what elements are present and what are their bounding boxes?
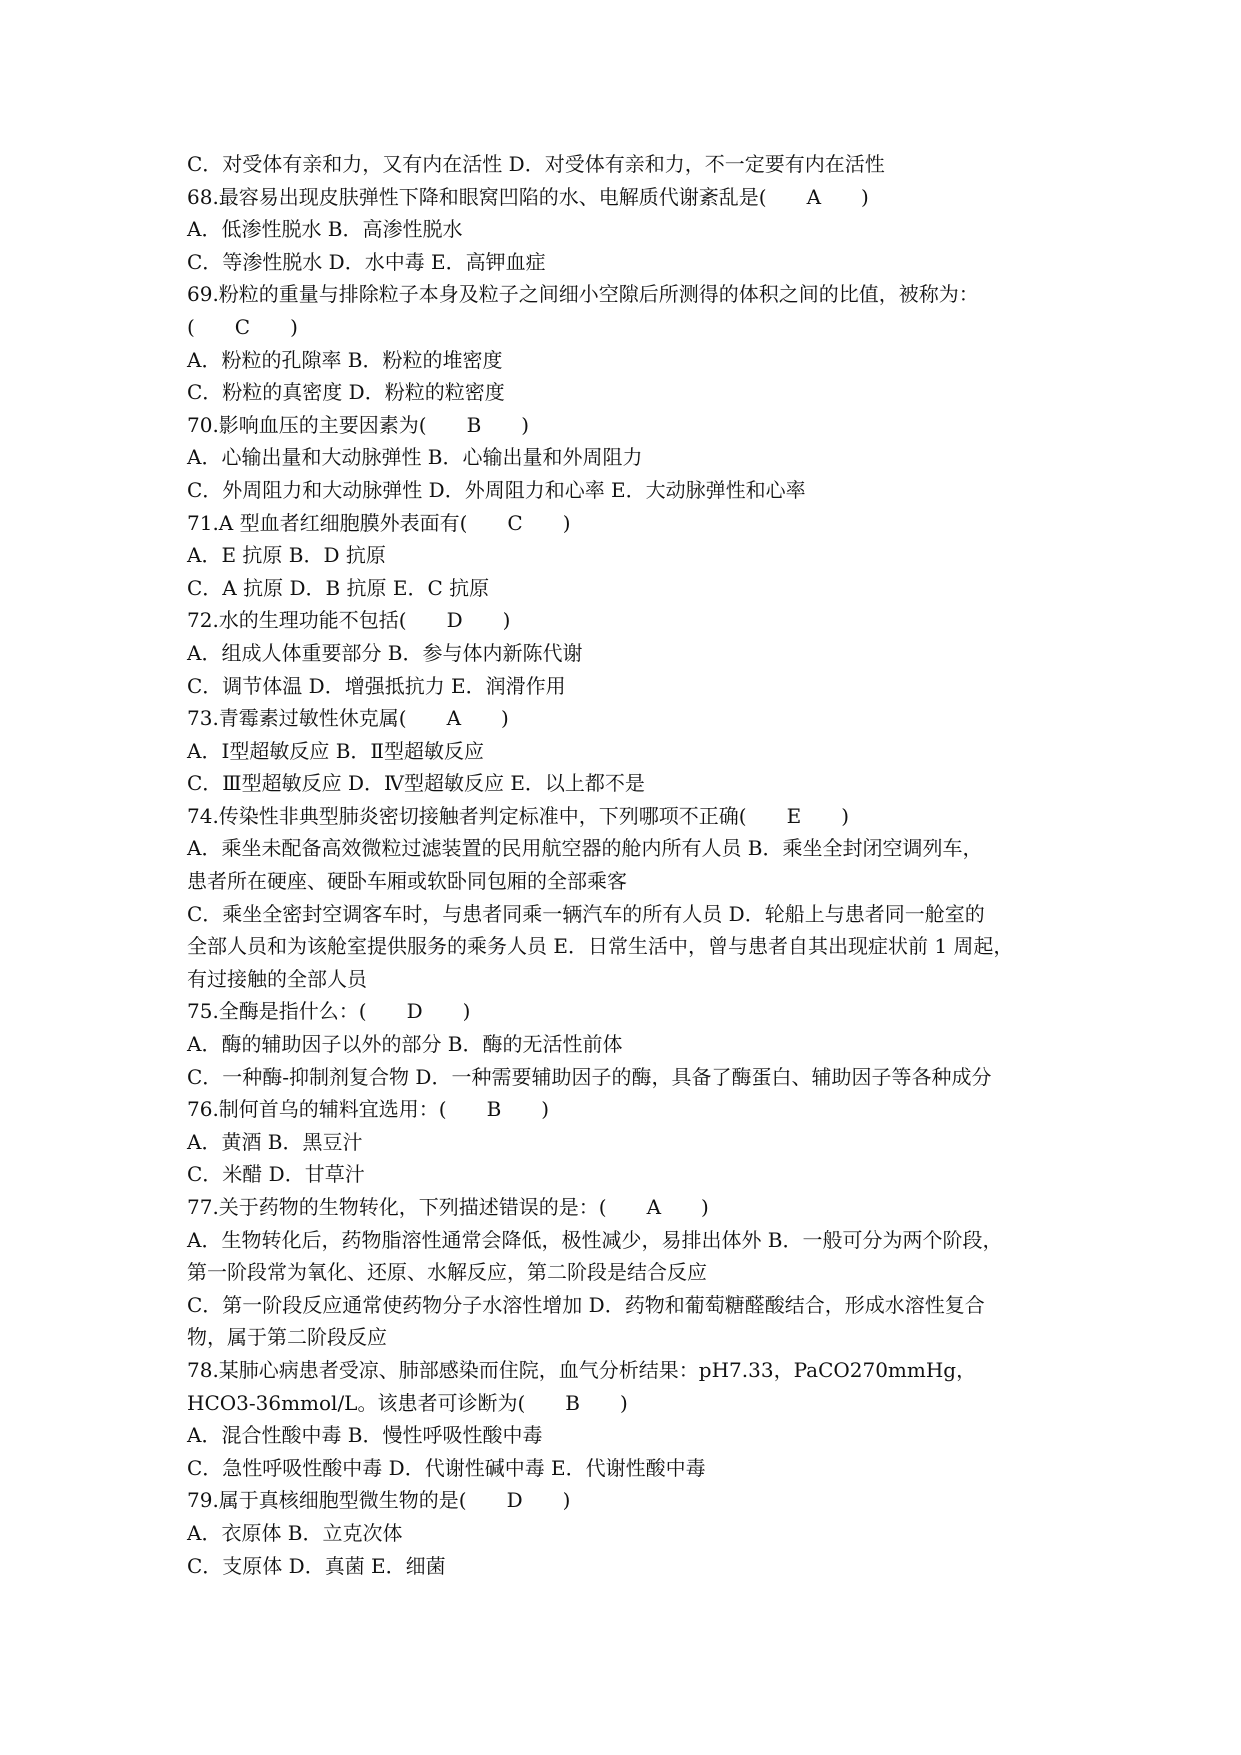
text-line: A．粉粒的孔隙率 B．粉粒的堆密度 <box>187 347 503 372</box>
text-line: C．一种酶-抑制剂复合物 D．一种需要辅助因子的酶，具备了酶蛋白、辅助因子等各种成分 <box>187 1064 992 1089</box>
text-line: A．低渗性脱水 B．高渗性脱水 <box>187 217 463 242</box>
text-line: 患者所在硬座、硬卧车厢或软卧同包厢的全部乘客 <box>187 869 627 894</box>
text-line: C．外周阻力和大动脉弹性 D．外周阻力和心率 E．大动脉弹性和心率 <box>187 477 806 502</box>
question-73: 73.青霉素过敏性休克属( A ) <box>187 706 509 731</box>
text-line: A．心输出量和大动脉弹性 B．心输出量和外周阻力 <box>187 445 643 470</box>
question-68: 68.最容易出现皮肤弹性下降和眼窝凹陷的水、电解质代谢紊乱是( A ) <box>187 184 869 209</box>
text-line: 物，属于第二阶段反应 <box>187 1325 387 1350</box>
text-line: C．急性呼吸性酸中毒 D．代谢性碱中毒 E．代谢性酸中毒 <box>187 1455 706 1480</box>
question-70: 70.影响血压的主要因素为( B ) <box>187 412 530 437</box>
text-line: C．第一阶段反应通常使药物分子水溶性增加 D．药物和葡萄糖醛酸结合，形成水溶性复合 <box>187 1292 985 1317</box>
text-line: A．混合性酸中毒 B．慢性呼吸性酸中毒 <box>187 1423 543 1448</box>
text-line: A．E 抗原 B．D 抗原 <box>187 543 386 568</box>
text-line: C．支原体 D．真菌 E．细菌 <box>187 1553 446 1578</box>
text-line: C．A 抗原 D．B 抗原 E．C 抗原 <box>187 575 490 600</box>
text-line: C．Ⅲ型超敏反应 D．Ⅳ型超敏反应 E．以上都不是 <box>187 771 645 796</box>
question-78: 78.某肺心病患者受凉、肺部感染而住院，血气分析结果：pH7.33，PaCO270mmHg， <box>187 1357 977 1382</box>
question-72: 72.水的生理功能不包括( D ) <box>187 608 511 633</box>
question-76: 76.制何首乌的辅料宜选用：( B ) <box>187 1097 550 1122</box>
text-line: ( C ) <box>187 314 298 339</box>
text-line: C．粉粒的真密度 D．粉粒的粒密度 <box>187 380 505 405</box>
text-line: 有过接触的全部人员 <box>187 966 367 991</box>
text-line: 第一阶段常为氧化、还原、水解反应，第二阶段是结合反应 <box>187 1260 707 1285</box>
question-74: 74.传染性非典型肺炎密切接触者判定标准中，下列哪项不正确( E ) <box>187 803 850 828</box>
question-79: 79.属于真核细胞型微生物的是( D ) <box>187 1488 571 1513</box>
text-line: C．对受体有亲和力，又有内在活性 D．对受体有亲和力，不一定要有内在活性 <box>187 152 885 176</box>
text-line: A．酶的辅助因子以外的部分 B．酶的无活性前体 <box>187 1032 623 1057</box>
text-line: A．衣原体 B．立克次体 <box>187 1520 403 1545</box>
question-77: 77.关于药物的生物转化，下列描述错误的是：( A ) <box>187 1195 709 1219</box>
text-line: A．生物转化后，药物脂溶性通常会降低，极性减少，易排出体外 B．一般可分为两个阶段， <box>187 1227 1003 1252</box>
text-line: A．黄酒 B．黑豆汁 <box>187 1129 363 1154</box>
document-page <box>187 148 1057 1582</box>
text-line: C．乘坐全密封空调客车时，与患者同乘一辆汽车的所有人员 D．轮船上与患者同一舱室的 <box>187 901 985 926</box>
text-line: HCO3-36mmol/L。该患者可诊断为( B ) <box>187 1390 628 1415</box>
text-line: A．Ⅰ型超敏反应 B．Ⅱ型超敏反应 <box>187 738 484 763</box>
text-line: C．调节体温 D．增强抵抗力 E．润滑作用 <box>187 673 566 698</box>
text-line: 全部人员和为该舱室提供服务的乘务人员 E．日常生活中，曾与患者自其出现症状前 1 周起， <box>187 934 1014 959</box>
question-75: 75.全酶是指什么：( D ) <box>187 999 471 1024</box>
text-line: C．米醋 D．甘草汁 <box>187 1162 365 1187</box>
text-line: A．乘坐未配备高效微粒过滤装置的民用航空器的舱内所有人员 B．乘坐全封闭空调列车， <box>187 836 983 861</box>
question-69: 69.粉粒的重量与排除粒子本身及粒子之间细小空隙后所测得的体积之间的比值，被称为： <box>187 282 979 307</box>
question-71: 71.A 型血者红细胞膜外表面有( C ) <box>187 510 571 535</box>
text-line: C．等渗性脱水 D．水中毒 E．高钾血症 <box>187 249 546 274</box>
text-line: A．组成人体重要部分 B．参与体内新陈代谢 <box>187 640 583 665</box>
